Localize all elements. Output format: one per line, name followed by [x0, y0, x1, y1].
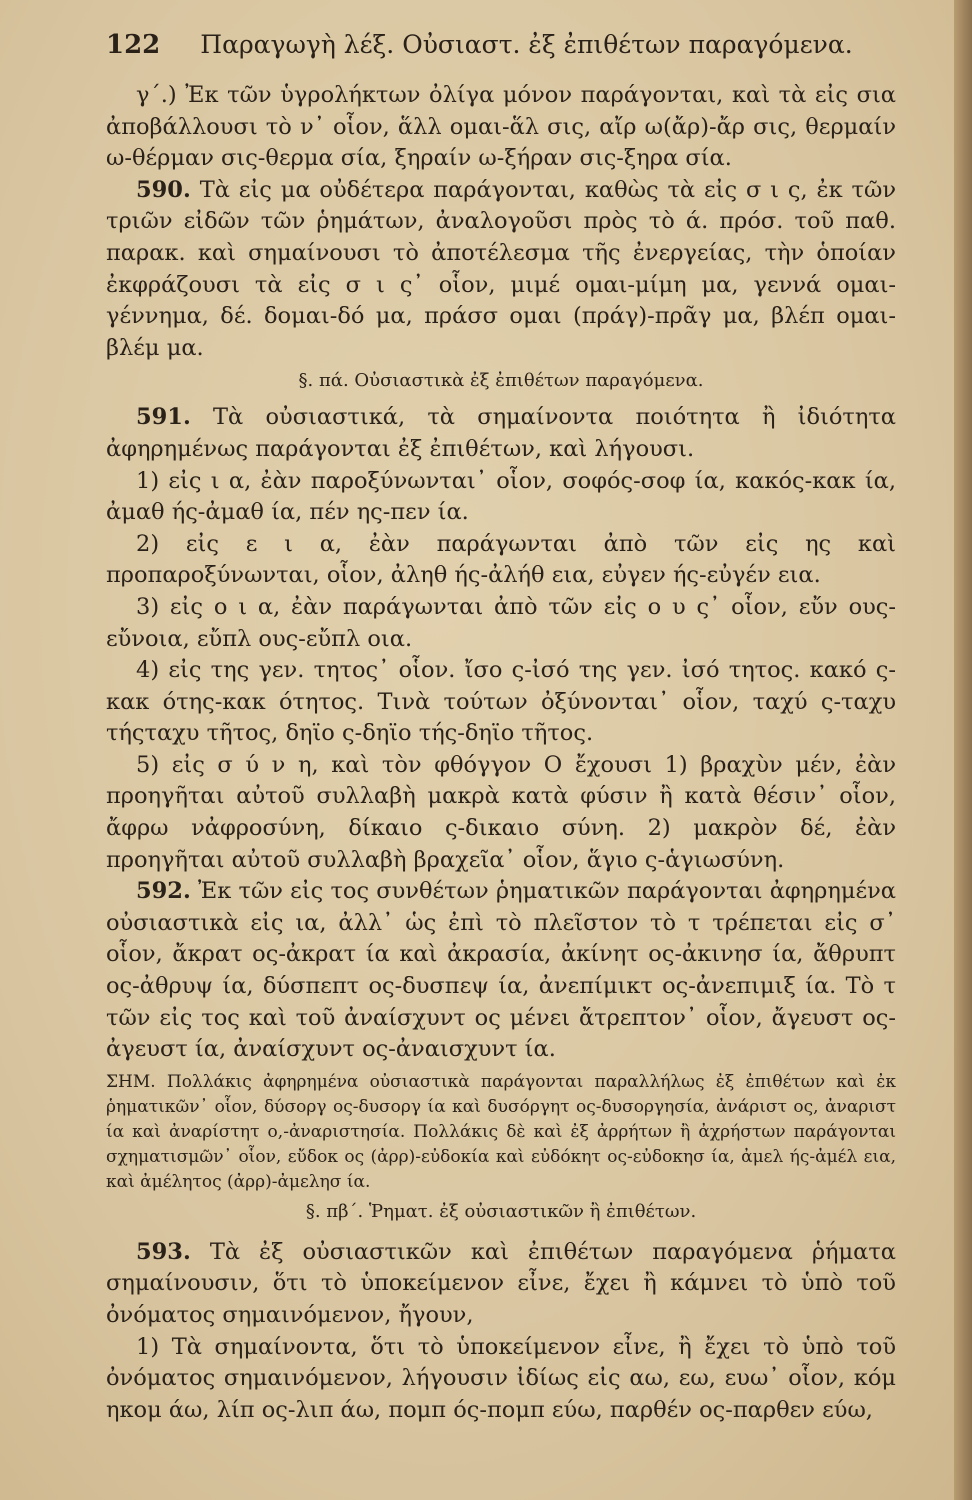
note-text: Πολλάκις ἀφηρημένα οὐσιαστικὰ παράγονται παραλλήλως ἐξ ἐπιθέτων καὶ ἐκ ῥηματικῶν᾽ οἷον, δύσοργ ος-δυσοργ ία καὶ δυσόργητ ος-δυσοργησία, ἀνάριστ ος, ἀναριστ ία καὶ ἀναρίστητ ο,-ἀναριστησία. Πολλάκις δὲ καὶ ἐξ ἀρρήτων ἢ ἀχρήστων παράγονται σχηματισμῶν᾽ οἷον, εὔδοκ ος (ἀρρ)-εὐδοκία καὶ εὐδόκητ ος-εὐδοκησ ία, ἀμελ ής-ἀμέλ εια, καὶ ἀμέλητος (ἀρρ)-ἀμελησ ία.	[106, 1071, 897, 1192]
running-header	[106, 30, 896, 70]
note-label: ΣΗΜ.	[106, 1071, 156, 1092]
paragraph-text: γ΄.) Ἐκ τῶν ὑγρολήκτων ὀλίγα μόνον παράγονται, καὶ τὰ εἰς σια ἀποβάλλουσι τὸ ν᾽ οἷον, ἅλλ ομαι-ἅλ σις, αἴρ ω(ἄρ)-ἄρ σις, θερμαίν ω-θέρμαν σις-θερμα σία, ξηραίν ω-ξήραν σις-ξηρα σία.	[106, 82, 896, 172]
paragraph-593-item-1	[106, 1332, 896, 1427]
paragraph-gamma	[106, 80, 896, 175]
paragraph-number: 591.	[136, 404, 191, 431]
paragraph-text: 3) εἰς ο ι α, ἐὰν παράγωνται ἀπὸ τῶν εἰς ο υ ς᾽ οἷον, εὔν ους-εὔνοια, εὔπλ ους-εὔπλ οια.	[106, 593, 896, 652]
paragraph-591-item-4	[106, 655, 896, 750]
paragraph-591-item-1	[106, 466, 896, 529]
note	[106, 1070, 896, 1195]
paragraph-text: 1) εἰς ι α, ἐὰν παροξύνωνται᾽ οἷον, σοφός-σοφ ία, κακός-κακ ία, ἀμαθ ής-ἀμαθ ία, πέν ης-πεν ία.	[106, 467, 896, 526]
section-heading-pb: §. πβ΄. Ῥηματ. ἐξ οὐσιαστικῶν ἢ ἐπιθέτων.	[305, 1200, 697, 1222]
paragraph-text: Τὰ ἐξ οὐσιαστικῶν καὶ ἐπιθέτων παραγόμενα ῥήματα σημαίνουσιν, ὅτι τὸ ὑποκείμενον εἶνε, ἔχει ἢ κάμνει τὸ ὑπὸ τοῦ ὀνόματος σημαινόμενον, ἤγουν,	[106, 1238, 896, 1328]
page-edge	[954, 0, 972, 1500]
paragraph-592	[106, 876, 896, 1066]
paragraph-591-item-5	[106, 750, 896, 876]
paragraph-number: 590.	[136, 176, 191, 203]
paragraph-text: Τὰ οὐσιαστικά, τὰ σημαίνοντα ποιότητα ἢ ἰδιότητα ἀφηρημένως παράγονται ἐξ ἐπιθέτων, καὶ λήγουσι.	[106, 404, 896, 462]
paragraph-text: 1) Τὰ σημαίνοντα, ὅτι τὸ ὑποκείμενον εἶνε, ἢ ἔχει τὸ ὑπὸ τοῦ ὀνόματος σημαινόμενον, λήγουσιν ἰδίως εἰς αω, εω, ευω᾽ οἷον, κόμ ηκομ άω, λίπ ος-λιπ άω, πομπ ός-πομπ εύω, παρθέν ος-παρθεν εύω,	[106, 1333, 896, 1423]
section-heading-pa: §. πά. Οὐσιαστικὰ ἐξ ἐπιθέτων παραγόμενα.	[298, 370, 704, 392]
paragraph-591-item-3	[106, 592, 896, 655]
paragraph-text: Τὰ εἰς μα οὐδέτερα παράγονται, καθὼς τὰ εἰς σ ι ς, ἐκ τῶν τριῶν εἰδῶν τῶν ῥημάτων, ἀναλογοῦσι πρὸς τὸ ά. πρόσ. τοῦ παθ. παρακ. καὶ σημαίνουσι τὸ ἀποτέλεσμα τῆς ἐνεργείας, τὴν ὁποίαν ἐκφράζουσι τὰ εἰς σ ι ς᾽ οἷον, μιμέ ομαι-μίμη μα, γεννά ομαι-γέννημα, δέ. δομαι-δό μα, πράσσ ομαι (πράγ)-πρᾶγ μα, βλέπ ομαι-βλέμ μα.	[106, 176, 896, 361]
running-title: Παραγωγὴ λέξ. Οὐσιαστ. ἐξ ἐπιθέτων παραγόμενα.	[200, 30, 853, 59]
paragraph-number: 592.	[136, 878, 191, 905]
paragraph-text: Ἐκ τῶν εἰς τος συνθέτων ῥηματικῶν παράγονται ἀφηρημένα οὐσιαστικὰ εἰς ια, ἀλλ᾽ ὡς ἐπὶ τὸ πλεῖστον τὸ τ τρέπεται εἰς σ᾽ οἷον, ἄκρατ ος-ἀκρατ ία καὶ ἀκρασία, ἀκίνητ ος-ἀκινησ ία, ἄθρυπτ ος-ἀθρυψ ία, δύσπεπτ ος-δυσπεψ ία, ἀνεπίμικτ ος-ἀνεπιμιξ ία. Τὸ τ τῶν εἰς τος καὶ τοῦ ἀναίσχυντ ος μένει ἄτρεπτον᾽ οἷον, ἄγευστ ος-ἀγευστ ία, ἀναίσχυντ ος-ἀναισχυντ ία.	[106, 878, 896, 1063]
page-content	[106, 30, 896, 1426]
page-number: 122	[106, 30, 161, 60]
paragraph-591-item-2	[106, 529, 896, 592]
paragraph-593	[106, 1237, 896, 1332]
paragraph-text: 5) εἰς σ ύ ν η, καὶ τὸν φθόγγον Ο ἔχουσι 1) βραχὺν μέν, ἐὰν προηγῆται αὐτοῦ συλλαβὴ μακρὰ κατὰ φύσιν ἢ κατὰ θέσιν᾽ οἷον, ἄφρω νἀφροσύνη, δίκαιο ς-δικαιο σύνη. 2) μακρὸν δέ, ἐὰν προηγῆται αὐτοῦ συλλαβὴ βραχεῖα᾽ οἷον, ἅγιο ς-ἁγιωσύνη.	[106, 751, 896, 873]
paragraph-590	[106, 175, 896, 365]
paragraph-text: 4) εἰς της γεν. τητος᾽ οἷον. ἴσο ς-ἰσό της γεν. ἰσό τητος. κακό ς-κακ ότης-κακ ότητος. Τινὰ τούτων ὀξύνονται᾽ οἷον, ταχύ ς-ταχυ τήςταχυ τῆτος, δηϊο ς-δηϊο τής-δηϊο τῆτος.	[106, 657, 896, 747]
paragraph-591	[106, 402, 896, 465]
paragraph-text: 2) εἰς ε ι α, ἐὰν παράγωνται ἀπὸ τῶν εἰς ης καὶ προπαροξύνωνται, οἷον, ἀληθ ής-ἀλήθ εια, εὐγεν ής-εὐγέν εια.	[106, 530, 896, 589]
paragraph-number: 593.	[136, 1238, 191, 1265]
